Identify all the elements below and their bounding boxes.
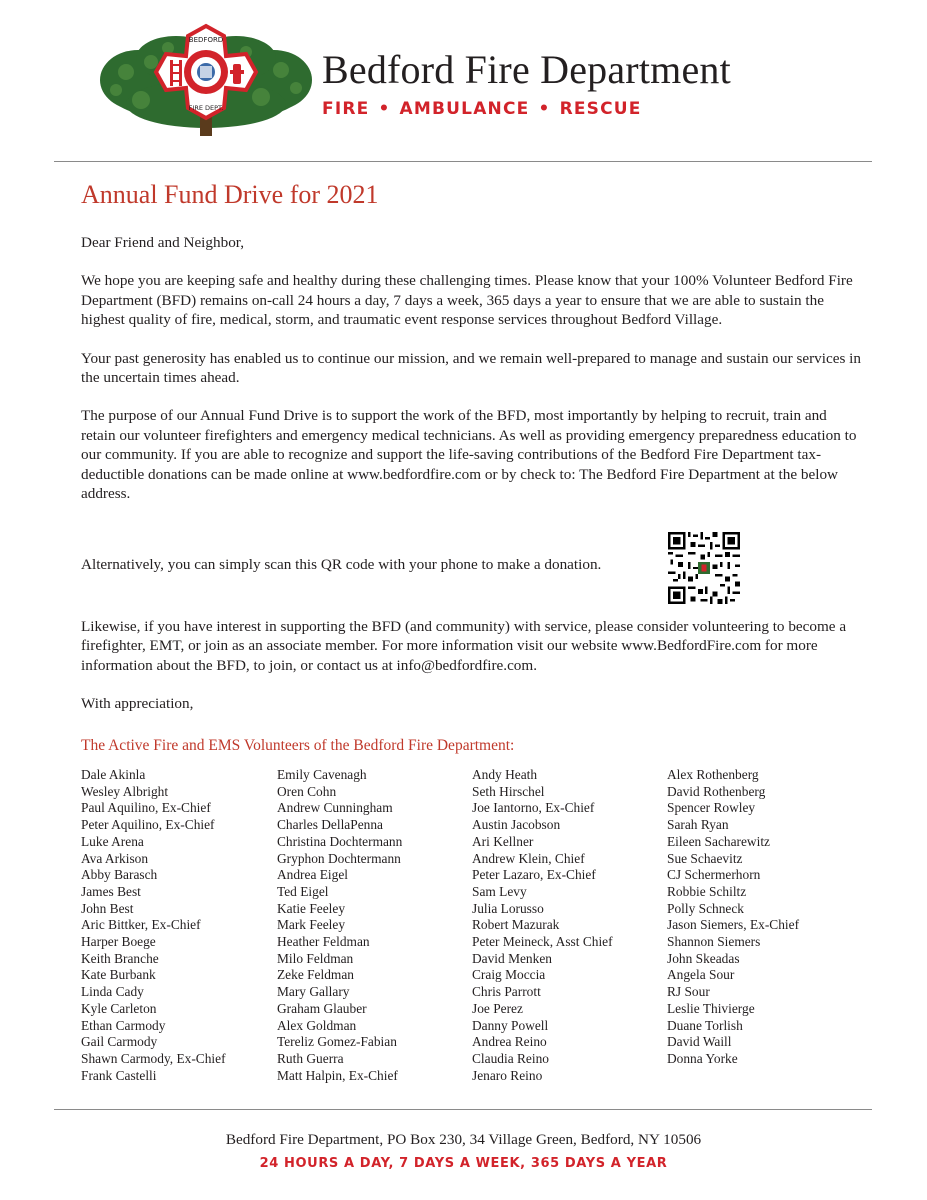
volunteer-name: Austin Jacobson <box>472 817 561 833</box>
volunteer-name: Eileen Sacharewitz <box>667 833 770 849</box>
volunteer-name: Andrew Cunningham <box>277 800 393 816</box>
tagline-separator: • <box>378 99 391 119</box>
letter-body <box>81 233 861 503</box>
volunteer-name: Chris Parrott <box>472 984 541 1000</box>
footer-hours: 24 HOURS A DAY, 7 DAYS A WEEK, 365 DAYS A YEAR <box>259 1156 668 1171</box>
volunteer-name: Angela Sour <box>667 967 735 983</box>
volunteer-name: Danny Powell <box>472 1017 549 1033</box>
paragraph-2: Your past generosity has enabled us to continue our mission, and we remain well-prepared to manage and sustain our services in the uncertain times ahead. <box>81 349 861 387</box>
logo-bottom-text: FIRE DEPT. <box>188 104 224 112</box>
volunteer-name: Sarah Ryan <box>667 817 729 833</box>
volunteer-name: Shannon Siemers <box>667 934 761 950</box>
volunteer-name: Andrew Klein, Chief <box>472 850 585 866</box>
volunteer-name: Heather Feldman <box>277 934 370 950</box>
volunteer-name: David Waill <box>667 1034 732 1050</box>
volunteer-name: Robert Mazurak <box>472 917 560 933</box>
volunteer-list <box>81 767 881 1087</box>
volunteer-name: Peter Lazaro, Ex-Chief <box>472 867 596 883</box>
header-divider <box>54 161 872 162</box>
tagline-ambulance: AMBULANCE <box>399 99 530 119</box>
tagline-fire: FIRE <box>322 99 370 119</box>
letterhead <box>0 0 927 160</box>
volunteer-name: Graham Glauber <box>277 1000 367 1016</box>
volunteer-name: Andy Heath <box>472 767 538 782</box>
qr-code-icon[interactable] <box>668 532 740 604</box>
volunteer-name: Ethan Carmody <box>81 1017 166 1033</box>
volunteer-name: Claudia Reino <box>472 1050 549 1066</box>
tagline-separator: • <box>538 99 551 119</box>
volunteer-name: Joe Iantorno, Ex-Chief <box>472 800 595 816</box>
volunteer-name: Dale Akinla <box>81 767 146 782</box>
volunteer-name: Joe Perez <box>472 1000 523 1016</box>
volunteer-name: John Best <box>81 900 134 916</box>
paragraph-3: The purpose of our Annual Fund Drive is to support the work of the BFD, most importantly by helping to recruit, train and retain our volunteer firefighters and emergency medical technicians. As well as providing emergency preparedness education to our community. If you are able to recognize and support the life-saving contributions of the Bedford Fire Department tax-deductible donations can be made online at www.bedfordfire.com or by check to: The Bedford Fire Department at the below address. <box>81 407 857 503</box>
volunteer-name: Paul Aquilino, Ex-Chief <box>81 800 211 816</box>
footer-divider <box>54 1109 872 1110</box>
volunteer-name: Seth Hirschel <box>472 783 545 799</box>
volunteer-name: Oren Cohn <box>277 783 337 799</box>
volunteer-name: Leslie Thivierge <box>667 1000 755 1016</box>
volunteer-name: Duane Torlish <box>667 1017 743 1033</box>
volunteer-name: Ari Kellner <box>472 833 534 849</box>
volunteer-name: Katie Feeley <box>277 900 346 916</box>
volunteer-name: CJ Schermerhorn <box>667 867 761 883</box>
volunteer-name: Charles DellaPenna <box>277 817 383 833</box>
tagline <box>322 99 642 119</box>
page-title: Annual Fund Drive for 2021 <box>81 180 379 209</box>
qr-section <box>81 532 861 606</box>
volunteer-name: Emily Cavenagh <box>277 767 367 782</box>
volunteer-name: Jason Siemers, Ex-Chief <box>667 917 800 933</box>
volunteer-name: Sam Levy <box>472 883 527 899</box>
volunteer-name: Polly Schneck <box>667 900 744 916</box>
volunteer-name: Kyle Carleton <box>81 1000 157 1016</box>
volunteer-name: Christina Dochtermann <box>277 833 403 849</box>
volunteer-name: Mary Gallary <box>277 984 350 1000</box>
qr-text: Alternatively, you can simply scan this QR code with your phone to make a donation. <box>81 556 602 573</box>
volunteer-name: Peter Meineck, Asst Chief <box>472 934 613 950</box>
volunteer-name: David Menken <box>472 950 552 966</box>
volunteer-name: Ruth Guerra <box>277 1050 344 1066</box>
fire-department-logo <box>96 22 316 140</box>
volunteer-column-2 <box>277 767 473 1084</box>
volunteer-name: Abby Barasch <box>81 867 158 883</box>
volunteer-name: Sue Schaevitz <box>667 850 743 866</box>
volunteer-name: Linda Cady <box>81 984 144 1000</box>
volunteers-heading: The Active Fire and EMS Volunteers of the Bedford Fire Department: <box>81 737 515 754</box>
org-name: Bedford Fire Department <box>322 47 731 92</box>
volunteer-name: RJ Sour <box>667 984 710 1000</box>
letter-closing <box>81 617 861 733</box>
volunteer-name: Harper Boege <box>81 934 156 950</box>
volunteer-name: Matt Halpin, Ex-Chief <box>277 1067 398 1083</box>
volunteer-name: Ava Arkison <box>81 850 149 866</box>
footer-address: Bedford Fire Department, PO Box 230, 34 Village Green, Bedford, NY 10506 <box>225 1131 702 1148</box>
volunteer-name: Gryphon Dochtermann <box>277 850 401 866</box>
salutation: Dear Friend and Neighbor, <box>81 234 245 251</box>
volunteer-name: Andrea Reino <box>472 1034 547 1050</box>
volunteer-column-3 <box>472 767 668 1084</box>
volunteer-name: Alex Goldman <box>277 1017 357 1033</box>
tagline-rescue: RESCUE <box>559 99 642 119</box>
logo-top-text: BEDFORD <box>188 36 224 44</box>
volunteer-name: Donna Yorke <box>667 1050 738 1066</box>
volunteer-name: Robbie Schiltz <box>667 883 747 899</box>
volunteer-name: Gail Carmody <box>81 1034 158 1050</box>
volunteer-name: Craig Moccia <box>472 967 546 983</box>
volunteer-name: Zeke Feldman <box>277 967 354 983</box>
volunteer-name: Aric Bittker, Ex-Chief <box>81 917 201 933</box>
volunteer-name: Mark Feeley <box>277 917 346 933</box>
volunteer-name: Ted Eigel <box>277 883 329 899</box>
paragraph-1: We hope you are keeping safe and healthy during these challenging times. Please know that your 100% Volunteer Bedford Fire Department (BFD) remains on-call 24 hours a day, 7 days a week, 365 days a year to ensure that we are able to sustain the highest quality of fire, medical, storm, and traumatic event response services throughout Bedford Village. <box>81 272 853 329</box>
volunteer-name: David Rothenberg <box>667 783 766 799</box>
volunteer-name: Shawn Carmody, Ex-Chief <box>81 1050 226 1066</box>
volunteer-name: Peter Aquilino, Ex-Chief <box>81 817 215 833</box>
volunteer-name: Keith Branche <box>81 950 159 966</box>
volunteer-column-4 <box>667 767 863 1068</box>
volunteer-name: James Best <box>81 883 141 899</box>
volunteer-name: Spencer Rowley <box>667 800 756 816</box>
paragraph-4: Likewise, if you have interest in supporting the BFD (and community) with service, please consider volunteering to become a firefighter, EMT, or join as an associate member. For more information visit our website www.BedfordFire.com for more information about the BFD, to join, or contact us at info@bedfordfire.com. <box>81 618 847 674</box>
closing: With appreciation, <box>81 695 194 713</box>
volunteer-name: Alex Rothenberg <box>667 767 759 782</box>
volunteer-name: John Skeadas <box>667 950 740 966</box>
volunteer-name: Kate Burbank <box>81 967 156 983</box>
volunteer-name: Tereliz Gomez-Fabian <box>277 1034 397 1050</box>
volunteer-name: Julia Lorusso <box>472 900 544 916</box>
volunteer-name: Andrea Eigel <box>277 867 349 883</box>
volunteer-name: Luke Arena <box>81 833 144 849</box>
volunteer-name: Frank Castelli <box>81 1067 157 1083</box>
volunteer-name: Wesley Albright <box>81 783 169 799</box>
volunteer-name: Jenaro Reino <box>472 1067 543 1083</box>
volunteer-name: Milo Feldman <box>277 950 354 966</box>
volunteer-column-1 <box>81 767 277 1084</box>
